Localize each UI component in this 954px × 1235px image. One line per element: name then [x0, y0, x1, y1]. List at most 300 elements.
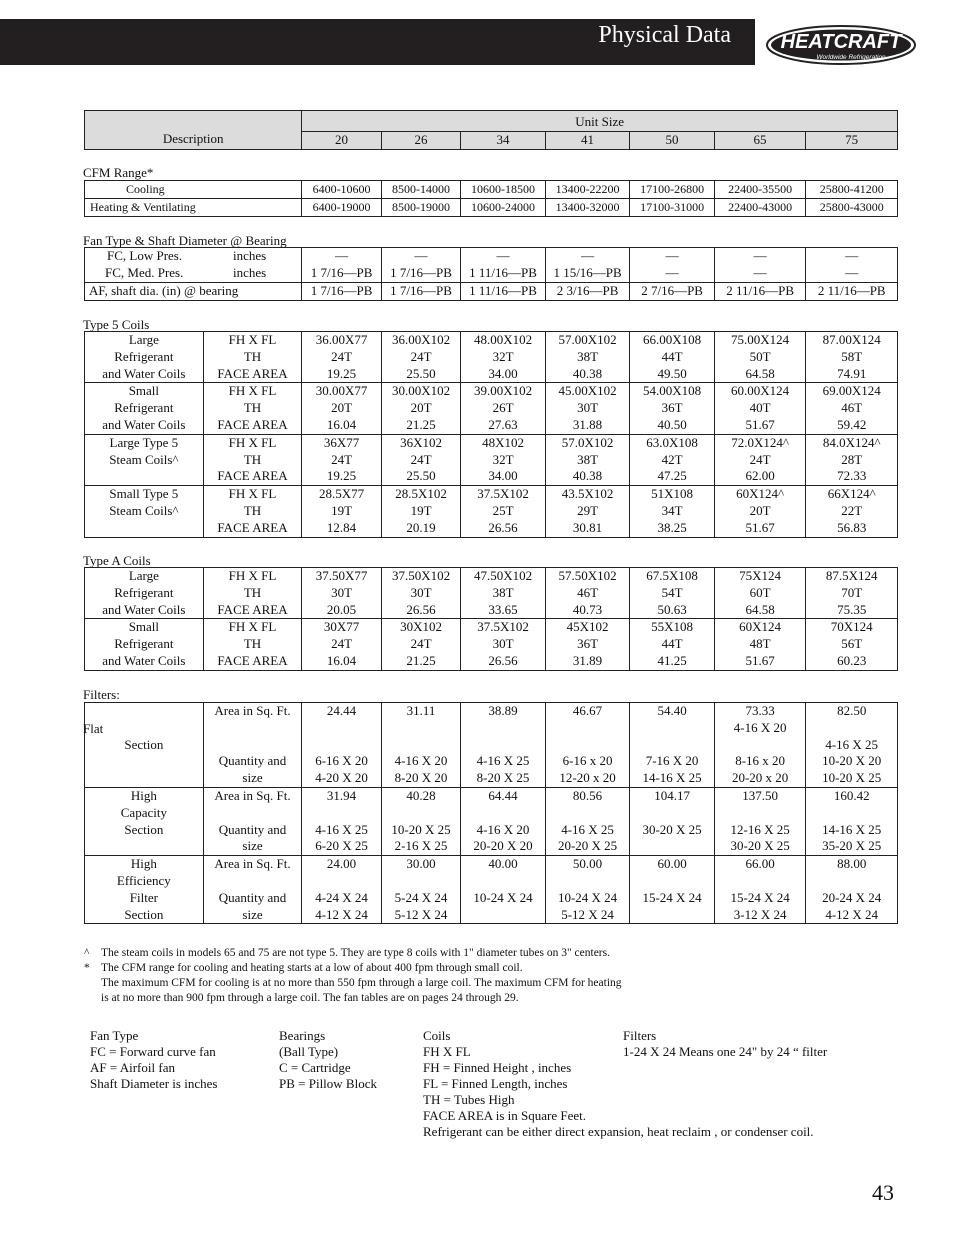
coil-description: [85, 332, 204, 383]
coil-value-line: 30T: [492, 636, 514, 652]
cfm-value: 6400-10600: [302, 181, 381, 199]
coil-value-line: 72.33: [837, 468, 867, 484]
coil-parameters-line: FH X FL: [228, 486, 277, 502]
coil-parameters-line: FH X FL: [228, 383, 277, 399]
filter-value: [545, 703, 630, 788]
filter-parameters: [203, 856, 302, 924]
coil-parameters-line: TH: [243, 636, 262, 652]
coil-value-line: 38T: [577, 451, 599, 467]
filter-value-line: 50.00: [572, 856, 603, 872]
filter-value-line: [630, 838, 714, 855]
filter-parameters-line: [204, 873, 302, 890]
coil-value-line: 16.04: [326, 416, 357, 432]
coil-value-line: 64.58: [745, 601, 775, 617]
coil-description-line: [85, 520, 203, 537]
filter-value-line: 160.42: [833, 788, 870, 803]
coil-value-line: 30.00X102: [391, 383, 451, 399]
cfm-range-label: CFM Range*: [83, 165, 154, 180]
coil-parameters-line: FACE AREA: [217, 416, 288, 432]
fan-fc-value: [461, 248, 546, 283]
filter-value: [461, 788, 546, 856]
coil-value-line: 20T: [749, 502, 771, 518]
coil-value: [545, 568, 630, 619]
filter-value-line: 10-20 X 25: [822, 770, 882, 786]
coil-value-line: 51.67: [745, 652, 775, 668]
coil-value-line: 24T: [410, 636, 432, 652]
filter-value: [381, 703, 460, 788]
coil-value-line: 48.00X102: [473, 332, 533, 347]
fan-type-label: Fan Type & Shaft Diameter @ Bearing: [83, 233, 287, 248]
fan-af-value: 2 3/16—PB: [545, 282, 630, 300]
coil-value: [630, 486, 715, 537]
coil-value: [302, 486, 381, 537]
coil-value-line: 75X124: [739, 568, 782, 583]
coil-value-line: 41.25: [657, 652, 687, 668]
filter-value-line: 4-16 X 25: [825, 736, 879, 752]
coil-value-line: 25.50: [406, 468, 436, 484]
coil-value: [630, 619, 715, 670]
coil-value-line: 24T: [331, 451, 353, 467]
legend-line: FACE AREA is in Square Feet.: [423, 1108, 586, 1123]
fan-fc-value-line: —: [665, 248, 679, 263]
coil-value: [806, 568, 898, 619]
coil-value-line: 19.25: [326, 365, 357, 381]
coil-value: [714, 434, 806, 485]
coil-value-line: 36T: [577, 636, 599, 652]
filter-value-line: [630, 907, 714, 924]
coil-value-line: 66X124^: [827, 486, 876, 502]
coil-value-line: 36X77: [323, 434, 360, 450]
coil-description-line: and Water Coils: [102, 652, 186, 668]
coil-description-line: and Water Coils: [102, 416, 186, 432]
coil-value-line: 51.67: [745, 519, 775, 535]
coil-parameters-line: FACE AREA: [217, 652, 288, 668]
filter-value-line: [715, 805, 806, 822]
coil-value-line: 32T: [492, 348, 514, 364]
coil-value-line: 50T: [749, 348, 771, 364]
coil-value-line: 64.58: [745, 365, 775, 381]
coil-value-line: 67.5X108: [646, 568, 698, 583]
fan-fc-value: [545, 248, 630, 283]
footnote-mark: ^: [84, 947, 90, 959]
filter-value: [714, 703, 806, 788]
coil-value-line: 34T: [661, 502, 683, 518]
filter-value-line: [630, 720, 714, 737]
filter-description: [85, 856, 204, 924]
filter-parameters-line: size: [242, 838, 263, 854]
coil-value-line: 22T: [841, 502, 863, 518]
filter-value-line: 30-20 X 25: [642, 821, 702, 837]
filter-description-line: Section: [124, 821, 164, 837]
coil-parameters-line: TH: [243, 584, 262, 600]
coil-value-line: 84.0X124^: [822, 434, 881, 450]
filter-value-line: 5-12 X 24: [394, 906, 448, 922]
filter-flat-row: [85, 703, 898, 788]
coil-value-line: 37.5X102: [477, 619, 529, 635]
filter-description-line: [85, 703, 203, 720]
legend-line: FC = Forward curve fan: [90, 1044, 216, 1059]
flat-label: Flat: [83, 721, 104, 736]
coil-description: [85, 486, 204, 537]
coil-value-line: 40.73: [572, 601, 603, 617]
legend-line: 1-24 X 24 Means one 24" by 24 “ filter: [623, 1044, 828, 1059]
fan-fc-value-line: —: [753, 264, 767, 280]
type5-coils-table: [84, 331, 898, 538]
legend-line: FL = Finned Length, inches: [423, 1076, 568, 1091]
coil-value-line: 42T: [661, 451, 683, 467]
unit-size-20: 20: [302, 132, 381, 150]
coil-value-line: 28T: [841, 451, 863, 467]
coil-value-line: 16.04: [326, 652, 357, 668]
coil-parameters-line: FACE AREA: [217, 468, 288, 484]
coil-value: [806, 486, 898, 537]
fan-af-value: 2 11/16—PB: [806, 282, 898, 300]
filter-value-line: 4-16 X 20: [733, 719, 787, 735]
filter-value-line: [546, 873, 630, 890]
filter-value-line: 24.44: [326, 703, 357, 718]
filter-value-line: 46.67: [572, 703, 603, 718]
fan-fc-value-line: —: [414, 248, 428, 263]
unit-size-65: 65: [714, 132, 806, 150]
filter-value-line: 73.33: [745, 703, 775, 718]
coil-value-line: 25.50: [406, 365, 436, 381]
filter-value-line: 20-20 x 20: [731, 770, 789, 786]
filter-value-line: 4-12 X 24: [825, 906, 879, 922]
filter-value-line: 40.28: [406, 788, 436, 803]
coil-value: [381, 434, 460, 485]
filter-value-line: 4-16 X 20: [394, 753, 448, 769]
filter-parameters: [203, 788, 302, 856]
filter-value-line: [461, 720, 545, 737]
coil-value: [381, 568, 460, 619]
filter-value-line: 10-20 X 25: [391, 821, 451, 837]
filter-value-line: [461, 737, 545, 754]
coil-value-line: 48X102: [482, 434, 524, 450]
fan-af-value: 2 11/16—PB: [714, 282, 806, 300]
coil-value: [461, 486, 546, 537]
coil-value-line: 19T: [331, 502, 353, 518]
coil-parameters-line: TH: [243, 502, 262, 518]
filter-parameters: [203, 703, 302, 788]
coil-value-line: 74.91: [837, 365, 867, 381]
coil-parameters-line: FH X FL: [228, 619, 277, 635]
cfm-value: 6400-19000: [302, 198, 381, 216]
coil-value: [714, 568, 806, 619]
coil-value-line: 24T: [410, 451, 432, 467]
unit-size-header: Unit Size: [302, 111, 898, 132]
filter-value: [630, 703, 715, 788]
coil-description-line: [85, 468, 203, 485]
coil-value-line: 60.23: [837, 652, 867, 668]
filter-value-line: 64.44: [488, 788, 518, 803]
coil-description-line: Refrigerant: [114, 584, 174, 600]
filter-value-line: 4-12 X 24: [315, 906, 368, 922]
filter-parameters-line: Quantity and: [218, 889, 287, 905]
coil-value-line: 46T: [577, 584, 599, 600]
coil-value-line: 51.67: [745, 416, 775, 432]
coil-group-row: [85, 619, 898, 670]
fan-fc-value: [381, 248, 460, 283]
cfm-value: 17100-26800: [630, 181, 715, 199]
filter-value: [630, 788, 715, 856]
coil-value-line: 30.00X77: [315, 383, 368, 399]
cfm-range-table: [84, 180, 898, 217]
coil-description-line: Steam Coils^: [109, 451, 179, 467]
legend-line: Fan Type: [90, 1028, 139, 1043]
filter-value-line: [546, 805, 630, 822]
coil-value-line: 70X124: [830, 619, 873, 635]
filter-description-line: [85, 838, 203, 855]
coil-value-line: 75.00X124: [731, 332, 790, 347]
coil-value: [302, 383, 381, 434]
coil-value-line: 38T: [577, 348, 599, 364]
legend-line: TH = Tubes High: [423, 1092, 515, 1107]
filter-description-line: [85, 753, 203, 770]
fan-fc-row: [85, 248, 898, 283]
filters-label: Filters:: [83, 687, 120, 702]
filter-value-line: 20-20 X 20: [473, 838, 533, 854]
coil-value-line: 46T: [841, 400, 863, 416]
legend-line: Filters: [623, 1028, 657, 1043]
filter-description-line: High: [130, 856, 157, 872]
fan-af-value: 2 7/16—PB: [630, 282, 715, 300]
coil-value-line: 37.50X77: [315, 568, 368, 583]
filter-description-line: [85, 770, 203, 787]
coil-value-line: 40T: [749, 400, 771, 416]
coil-parameters: [203, 486, 302, 537]
coil-value: [714, 619, 806, 670]
fan-fc-type: FC, Med. Pres.: [105, 264, 184, 280]
filter-value: [461, 703, 546, 788]
coil-value-line: 36X102: [400, 434, 442, 450]
filter-value-line: 10-24 X 24: [557, 889, 618, 905]
fan-fc-value-line: 1 7/16—PB: [390, 264, 452, 280]
filter-value-line: 12-20 x 20: [559, 770, 616, 786]
fan-fc-value-line: —: [581, 248, 595, 263]
coil-value: [630, 568, 715, 619]
coil-value-line: 60.00X124: [731, 383, 790, 399]
coil-value-line: 30T: [577, 400, 599, 416]
filter-value-line: 12-16 X 25: [730, 821, 790, 837]
unit-size-header-table: [84, 110, 898, 150]
filter-value-line: 15-24 X 24: [642, 889, 702, 905]
coil-parameters-line: TH: [243, 348, 262, 364]
filter-value-line: 4-24 X 24: [315, 889, 368, 905]
filter-description-line: Efficiency: [116, 872, 171, 888]
coil-value: [714, 383, 806, 434]
coil-value: [630, 383, 715, 434]
fan-af-label: AF, shaft dia. (in) @ bearing: [85, 282, 302, 300]
heatcraft-logo: [765, 24, 917, 66]
cfm-value: 8500-14000: [381, 181, 460, 199]
filter-value: [302, 703, 381, 788]
coil-value-line: 30X77: [323, 619, 360, 635]
filter-description-line: Section: [124, 736, 164, 752]
filter-value-line: [630, 805, 714, 822]
coil-value-line: 30X102: [400, 619, 442, 635]
coil-description: [85, 434, 204, 485]
coil-value-line: 24T: [410, 348, 432, 364]
fan-af-value: 1 7/16—PB: [381, 282, 460, 300]
filter-he-row: [85, 856, 898, 924]
cfm-row: [85, 198, 898, 216]
coil-description-line: Small: [128, 619, 160, 635]
footnote-mark: *: [84, 962, 90, 974]
filter-description: [85, 788, 204, 856]
coil-value-line: 30T: [331, 584, 353, 600]
coil-description-line: Large: [128, 568, 159, 583]
coil-value-line: 32T: [492, 451, 514, 467]
legend-bearings: [279, 1028, 377, 1092]
footnote-text: is at no more than 900 fpm through a large coil. The fan tables are on pages 24 through 29.: [101, 992, 519, 1004]
fan-af-value: 1 11/16—PB: [461, 282, 546, 300]
fan-fc-value-line: —: [335, 248, 349, 263]
fan-fc-value-line: —: [753, 248, 767, 263]
coil-value: [461, 332, 546, 383]
cfm-value: 22400-35500: [714, 181, 806, 199]
filter-value-line: 38.89: [488, 703, 518, 718]
coil-value-line: 48T: [749, 636, 771, 652]
description-header: Description: [85, 111, 302, 150]
cfm-value: 8500-19000: [381, 198, 460, 216]
coil-value-line: 30T: [410, 584, 432, 600]
coil-value: [806, 434, 898, 485]
coil-value-line: 26.56: [488, 652, 518, 668]
filter-value-line: 20-20 X 25: [557, 838, 618, 854]
coil-parameters: [203, 434, 302, 485]
coil-value-line: 44T: [661, 636, 683, 652]
coil-parameters-line: FACE AREA: [217, 519, 288, 535]
fan-fc-value-line: —: [665, 264, 679, 280]
coil-description-line: Steam Coils^: [109, 502, 179, 518]
typeA-coils-table: [84, 567, 898, 671]
filter-description-line: Capacity: [120, 804, 167, 820]
coil-description: [85, 568, 204, 619]
fan-fc-value-line: —: [845, 248, 859, 263]
filter-value-line: 104.17: [654, 788, 690, 803]
filter-value-line: 30.00: [406, 856, 436, 872]
filter-value-line: [806, 805, 897, 822]
coil-value: [714, 332, 806, 383]
coil-value-line: 60T: [749, 584, 771, 600]
filter-value: [461, 856, 546, 924]
fan-fc-value-line: 1 15/16—PB: [553, 264, 622, 280]
filter-value-line: 137.50: [742, 788, 778, 803]
filter-description: [85, 703, 204, 788]
filter-value-line: [630, 873, 714, 890]
coil-value: [545, 332, 630, 383]
filter-value-line: [382, 805, 460, 822]
coil-value-line: 34.00: [488, 365, 518, 381]
cfm-row-label: Heating & Ventilating: [85, 198, 302, 216]
coil-description: [85, 383, 204, 434]
filter-value-line: 15-24 X 24: [730, 889, 790, 905]
filter-value-line: [546, 737, 630, 754]
filter-parameters-line: [204, 720, 302, 737]
filter-parameters-line: Area in Sq. Ft.: [214, 788, 291, 803]
filter-value-line: 88.00: [837, 856, 867, 872]
legend-line: FH = Finned Height , inches: [423, 1060, 572, 1075]
footnote-text: The maximum CFM for cooling is at no more than 550 fpm through a large coil. The maximum CFM for heating: [101, 977, 622, 989]
filter-description-line: Filter: [129, 889, 158, 905]
coil-value-line: 38T: [492, 584, 514, 600]
coil-value: [545, 619, 630, 670]
coil-description-line: and Water Coils: [102, 601, 186, 617]
coil-value-line: 39.00X102: [473, 383, 533, 399]
coil-value-line: 60X124: [739, 619, 782, 635]
filter-value-line: [302, 805, 380, 822]
coil-value: [302, 619, 381, 670]
coil-description-line: Large Type 5: [109, 434, 179, 450]
filter-value-line: [382, 737, 460, 754]
coil-value-line: 37.50X102: [391, 568, 451, 583]
coil-value: [381, 383, 460, 434]
coil-value: [381, 486, 460, 537]
legend-line: PB = Pillow Block: [279, 1076, 377, 1091]
filter-value-line: 31.11: [406, 703, 436, 718]
coil-value-line: 72.0X124^: [731, 434, 789, 450]
filter-value: [630, 856, 715, 924]
coil-description-line: Large: [128, 332, 159, 347]
filter-value-line: [302, 720, 380, 737]
coil-value-line: 58T: [841, 348, 863, 364]
coil-value-line: 19T: [410, 502, 432, 518]
coil-description-line: Small: [128, 383, 160, 399]
legend-line: Bearings: [279, 1028, 326, 1043]
type5-coils-label: Type 5 Coils: [83, 317, 150, 332]
filter-value-line: 14-16 X 25: [642, 770, 702, 786]
filter-value-line: 10-24 X 24: [473, 889, 533, 905]
coil-description: [85, 619, 204, 670]
coil-value-line: 57.0X102: [561, 434, 614, 450]
cfm-value: 13400-32000: [545, 198, 630, 216]
coil-value-line: 20.19: [406, 519, 436, 535]
filter-value-line: [630, 737, 714, 754]
coil-value-line: 20T: [331, 400, 353, 416]
coil-value: [381, 619, 460, 670]
fan-fc-line: [85, 248, 301, 265]
coil-value-line: 31.89: [572, 652, 603, 668]
filter-value-line: 8-20 X 25: [476, 770, 530, 786]
filters-table: [84, 702, 898, 924]
coil-value-line: 20T: [410, 400, 432, 416]
coil-value: [461, 619, 546, 670]
coil-value-line: 56T: [841, 636, 863, 652]
coil-value-line: 20.05: [326, 601, 357, 617]
coil-value-line: 63.0X108: [646, 434, 698, 450]
coil-value-line: 87.00X124: [822, 332, 881, 347]
coil-value-line: 30.81: [572, 519, 603, 535]
fan-fc-value-line: 1 7/16—PB: [310, 264, 373, 280]
filter-value-line: [461, 873, 545, 890]
coil-group-row: [85, 434, 898, 485]
filter-value-line: 6-16 x 20: [562, 753, 613, 769]
coil-description-line: Refrigerant: [114, 400, 174, 416]
coil-description-line: Small Type 5: [109, 486, 179, 502]
fan-fc-line: [85, 265, 301, 282]
cfm-value: 10600-18500: [461, 181, 546, 199]
coil-value-line: 21.25: [406, 416, 436, 432]
fan-fc-unit: inches: [233, 264, 267, 280]
coil-parameters: [203, 619, 302, 670]
coil-value-line: 26T: [492, 400, 514, 416]
filter-value-line: 14-16 X 25: [822, 821, 882, 837]
filter-value-line: 6-16 X 20: [315, 753, 368, 769]
page-number: 43: [872, 1180, 894, 1205]
legend-line: Shaft Diameter is inches: [90, 1076, 218, 1091]
coil-value-line: 24T: [749, 451, 771, 467]
filter-value-line: 4-20 X 20: [315, 770, 368, 786]
